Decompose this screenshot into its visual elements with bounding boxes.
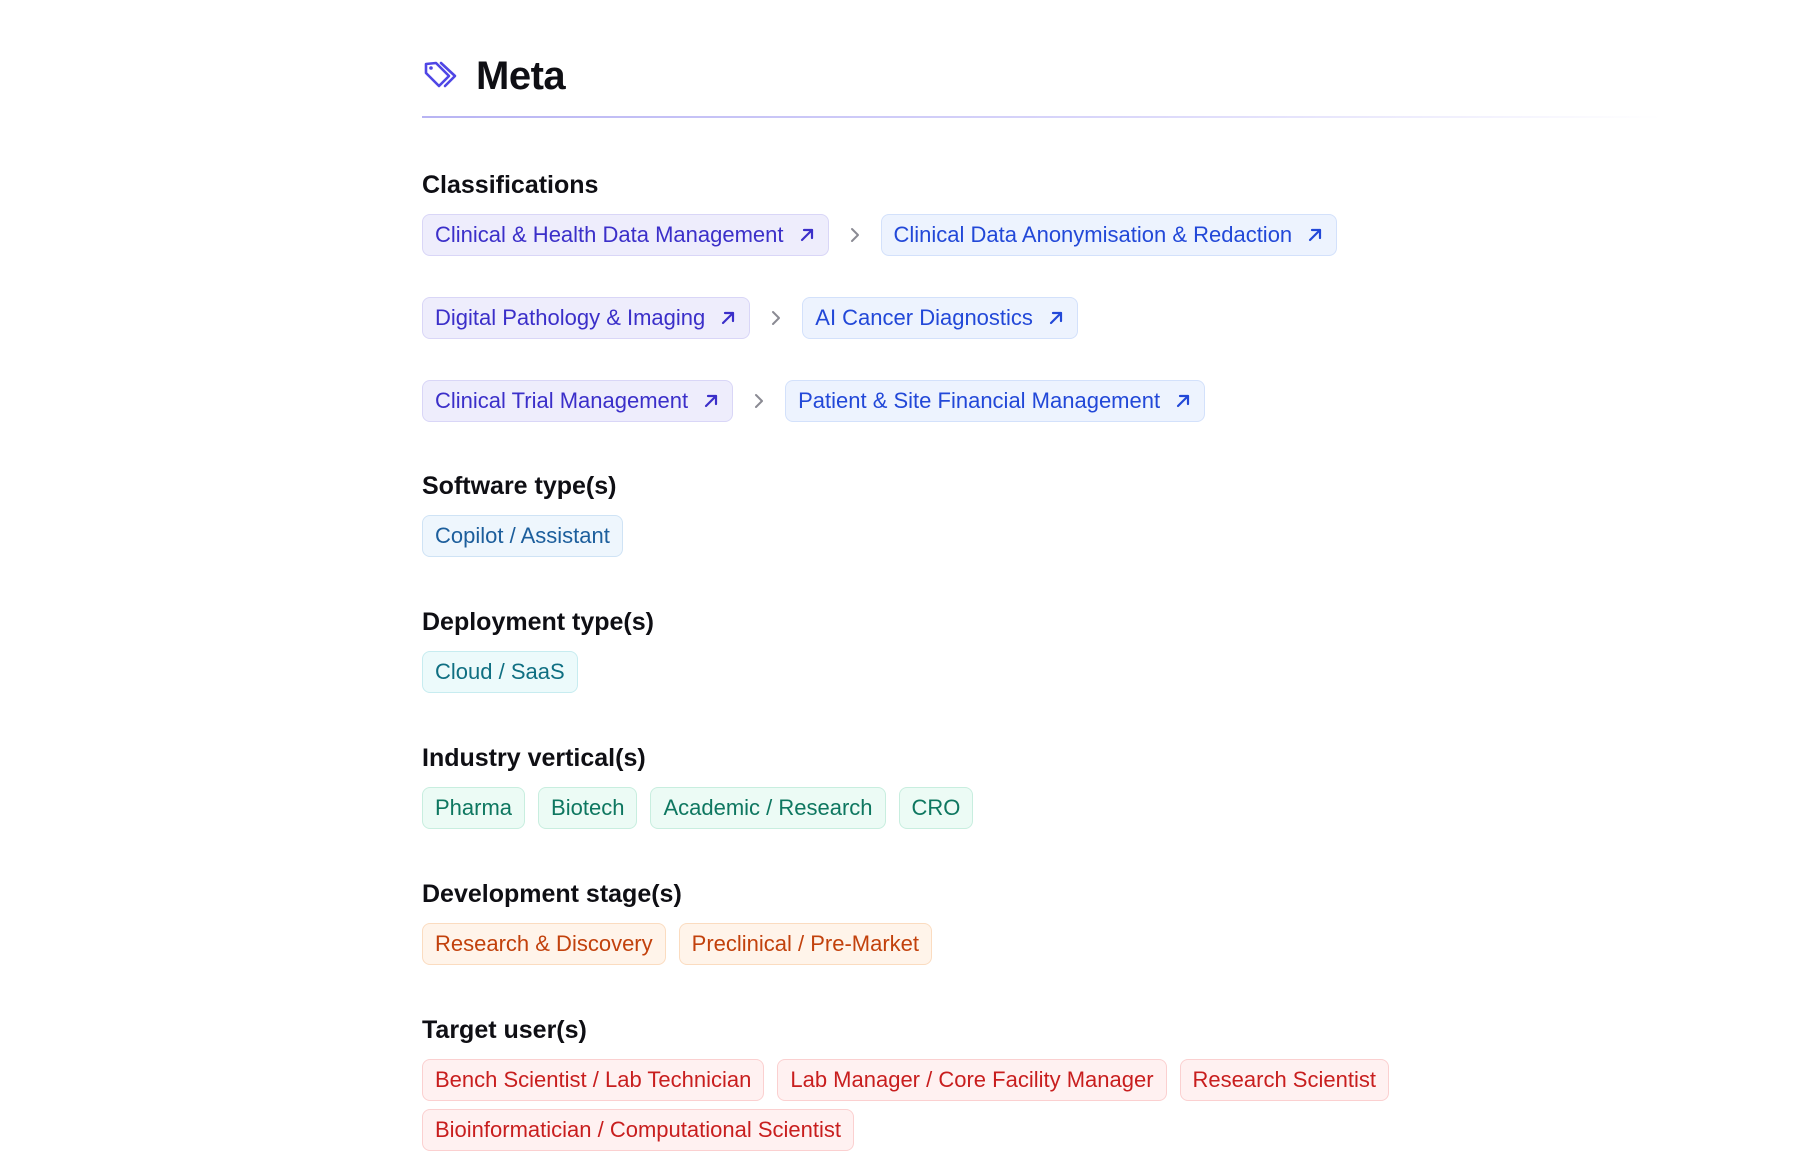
- classifications-section: [422, 170, 1662, 422]
- page-header: [422, 0, 1662, 152]
- section-title-industry-verticals: Industry vertical(s): [422, 744, 646, 772]
- chip-label: AI Cancer Diagnostics: [815, 305, 1033, 330]
- meta-panel: [422, 0, 1662, 1151]
- chevron-right-icon: [733, 392, 785, 410]
- deployment-type-chip: Cloud / SaaS: [422, 651, 578, 693]
- target-user-chips: [422, 1059, 1662, 1151]
- classification-row: [422, 214, 1662, 256]
- classification-child-chip[interactable]: [802, 297, 1078, 339]
- chip-label: Clinical Data Anonymisation & Redaction: [893, 222, 1293, 247]
- external-link-icon: [1174, 392, 1192, 410]
- classification-parent-chip[interactable]: [422, 297, 750, 339]
- tag-icon: [422, 56, 462, 96]
- chip-label: Patient & Site Financial Management: [798, 388, 1161, 413]
- software-types-section: [422, 471, 1662, 557]
- software-type-chip: Copilot / Assistant: [422, 515, 623, 557]
- industry-verticals-section: [422, 743, 1662, 829]
- industry-vertical-chip: Academic / Research: [650, 787, 885, 829]
- section-title-software-types: Software type(s): [422, 472, 617, 500]
- development-stage-chip: Research & Discovery: [422, 923, 666, 965]
- chevron-right-icon: [750, 309, 802, 327]
- software-type-chips: [422, 515, 1662, 557]
- external-link-icon: [798, 226, 816, 244]
- section-title-classifications: Classifications: [422, 171, 599, 199]
- classification-parent-chip[interactable]: [422, 380, 733, 422]
- industry-vertical-chips: [422, 787, 1662, 829]
- classification-parent-chip[interactable]: [422, 214, 829, 256]
- section-title-development-stages: Development stage(s): [422, 880, 682, 908]
- chevron-right-icon: [829, 226, 881, 244]
- target-user-chip: Research Scientist: [1180, 1059, 1389, 1101]
- classification-child-chip[interactable]: [881, 214, 1338, 256]
- external-link-icon: [702, 392, 720, 410]
- target-user-chip: Bioinformatician / Computational Scientist: [422, 1109, 854, 1151]
- deployment-type-chips: [422, 651, 1662, 693]
- chip-label: Clinical & Health Data Management: [435, 222, 784, 247]
- industry-vertical-chip: Biotech: [538, 787, 637, 829]
- classification-row: [422, 297, 1662, 339]
- classification-child-chip[interactable]: [785, 380, 1205, 422]
- chip-label: Clinical Trial Management: [435, 388, 689, 413]
- industry-vertical-chip: CRO: [899, 787, 974, 829]
- chip-label: Digital Pathology & Imaging: [435, 305, 706, 330]
- external-link-icon: [1047, 309, 1065, 327]
- section-title-target-users: Target user(s): [422, 1016, 587, 1044]
- target-user-chip: Lab Manager / Core Facility Manager: [777, 1059, 1166, 1101]
- target-users-section: [422, 1015, 1662, 1151]
- deployment-types-section: [422, 607, 1662, 693]
- external-link-icon: [1306, 226, 1324, 244]
- development-stages-section: [422, 879, 1662, 965]
- section-title-deployment-types: Deployment type(s): [422, 608, 654, 636]
- development-stage-chip: Preclinical / Pre-Market: [679, 923, 932, 965]
- target-user-chip: Bench Scientist / Lab Technician: [422, 1059, 764, 1101]
- page-title: Meta: [476, 53, 566, 98]
- external-link-icon: [719, 309, 737, 327]
- industry-vertical-chip: Pharma: [422, 787, 525, 829]
- development-stage-chips: [422, 923, 1662, 965]
- classification-row: [422, 380, 1662, 422]
